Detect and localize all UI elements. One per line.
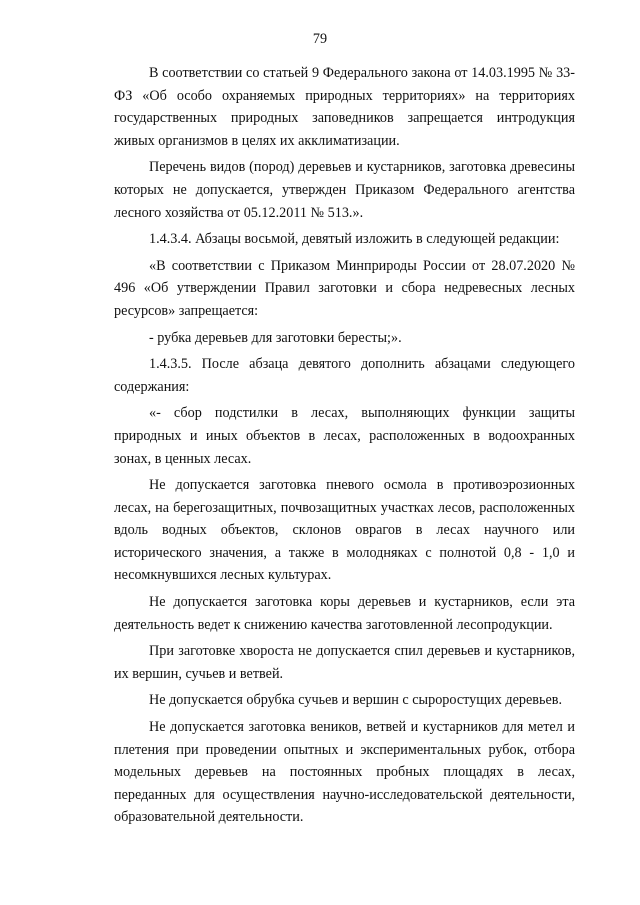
paragraph-brushwood: При заготовке хвороста не допускается спил деревьев и кустарников, их вершин, сучьев и ветвей. — [114, 643, 575, 682]
paragraph-brooms: Не допускается заготовка веников, ветвей и кустарников для метел и плетения при проведении опытных и экспериментальных рубок, отбора модельных деревьев на постоянных пробных площадях в лесах, переданных для осуществления научно-исследовательской деятельности, образовательной деятельности. — [114, 719, 575, 826]
paragraph-species-list: Перечень видов (пород) деревьев и кустарников, заготовка древесины которых не допускается, утвержден Приказом Федерального агентства лесного хозяйства от 05.12.2011 № 513.». — [114, 159, 575, 221]
paragraph-order-496: «В соответствии с Приказом Минприроды России от 28.07.2020 № 496 «Об утверждении Правил заготовки и сбора недревесных лесных ресурсов» запрещается: — [114, 257, 575, 319]
document-body — [114, 62, 575, 829]
paragraph-amendment-1-4-3-4: 1.4.3.4. Абзацы восьмой, девятый изложить в следующей редакции: — [149, 231, 560, 248]
paragraph-branch-trimming: Не допускается обрубка сучьев и вершин с сыроростущих деревьев. — [149, 692, 563, 709]
paragraph-law-reference: В соответствии со статьей 9 Федерального закона от 14.03.1995 № 33-ФЗ «Об особо охраняемых природных территориях» на территориях государственных природных заповедников запрещается интродукция живых организмов в целях их акклиматизации. — [114, 65, 575, 149]
paragraph-bark: Не допускается заготовка коры деревьев и кустарников, если эта деятельность ведет к снижению качества заготовленной лесопродукции. — [114, 594, 575, 633]
paragraph-stump-resin: Не допускается заготовка пневого осмола в противоэрозионных лесах, на берегозащитных, почвозащитных участках лесов, расположенных вдоль водных объектов, склонов оврагов в лесах научного или исторического значения, а также в молодняках с полнотой 0,8 - 1,0 и несомкнувшихся лесных культурах. — [114, 477, 575, 584]
paragraph-litter-collection: «- сбор подстилки в лесах, выполняющих функции защиты природных и иных объектов в лесах, расположенных в водоохранных зонах, в ценных лесах. — [114, 405, 575, 467]
paragraph-birch-bark: - рубка деревьев для заготовки бересты;». — [149, 329, 402, 346]
page-number: 79 — [312, 31, 328, 47]
paragraph-amendment-1-4-3-5: 1.4.3.5. После абзаца девятого дополнить абзацами следующего содержания: — [114, 356, 575, 395]
